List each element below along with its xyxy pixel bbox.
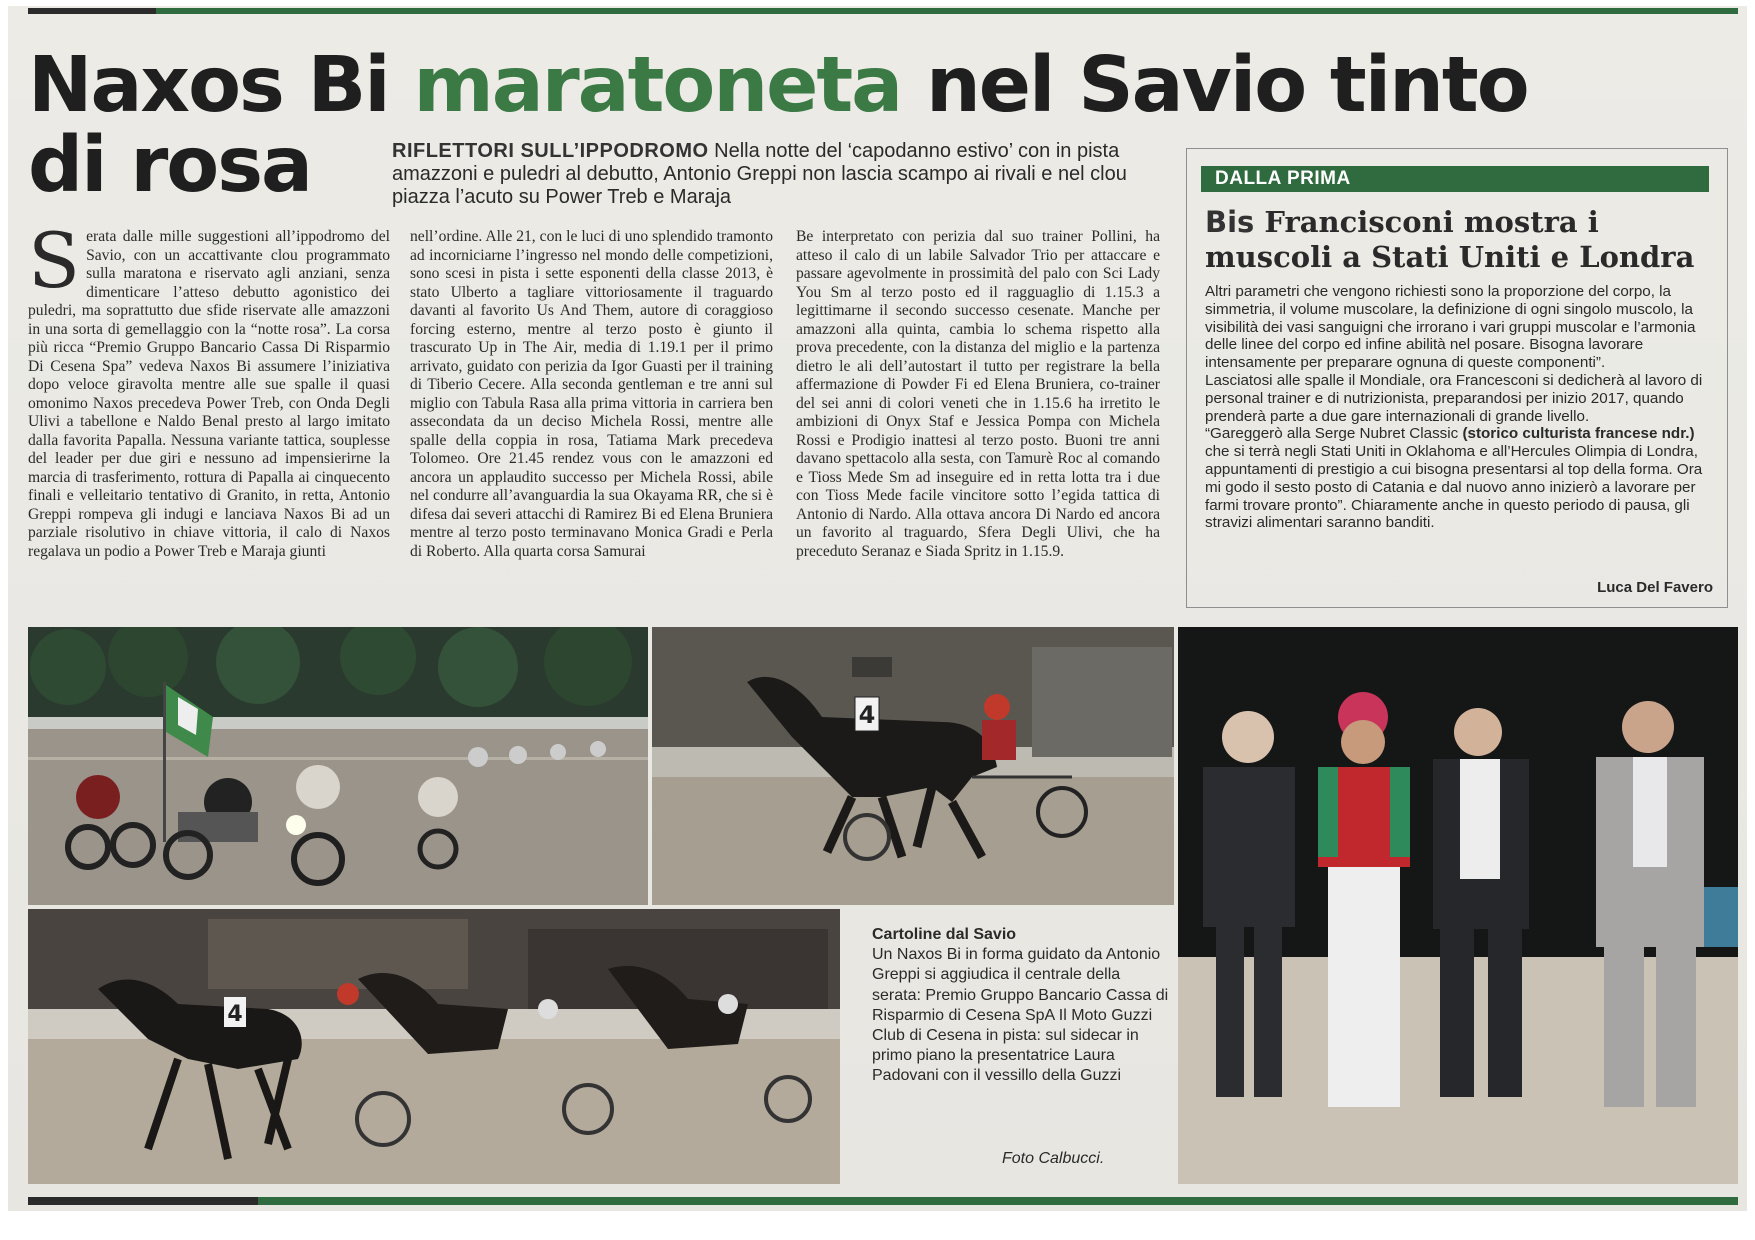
article-column-1 (28, 216, 390, 561)
drop-cap: S (28, 216, 81, 305)
caption-text: Un Naxos Bi in forma guidato da Antonio Greppi si aggiudica il centrale della serata: Premio Gruppo Bancario Cassa di Risparmio di Cesena SpA Il Moto Guzzi Club di Cesena in pista: sul sidecar in primo piano la presentatrice Laura Padovani con il vessillo della Guzzi (872, 946, 1169, 1085)
sidebar-box (1186, 148, 1728, 608)
saddle-cloth-number: 4 (858, 701, 876, 729)
article-column-1-text: erata dalle mille suggestioni all’ippodromo del Savio, con un accattivante clou programmato sulla maratona e riservato agli anziani, senza dimenticare l’atteso debutto agonistico dei puledri, ma soprattutto due sfide riservate alle amazzoni in una sorta di gemellaggio con la “notte rosa”. La corsa più ricca “Premio Gruppo Bancario Cassa Di Risparmio Di Cesena Spa” vedeva Naxos Bi assumere l’iniziativa dopo veloce giravolta mentre alle sue spalle il quasi omonimo Naxos precedeva Power Treb, con Onda Degli Ulivi a tabellone e Naldo Benal presto al largo imitato dalla favorita Papalla. Nessuna variante tattica, souplesse del leader per due giri e nessuno ad impensierirne la marcia di trasferimento, rottura di Papalla ai cinquecento finali e velleitario tentativo di Granito, in retta, Antonio Greppi rompeva gli indugi e lanciava Naxos Bi ad un parziale risolutivo in chiave vittoria, il calo di Naxos regalava un podio a Power Treb e Maraja giunti (28, 228, 390, 560)
headline-part1: Naxos Bi (28, 41, 414, 130)
sidebar-paragraph-part: “Gareggerò alla Serge Nubret Classic (1205, 425, 1463, 443)
saddle-cloth-number: 4 (227, 1002, 243, 1027)
sidebar-label: DALLA PRIMA (1201, 166, 1709, 192)
photo-horse-number-four (652, 627, 1174, 905)
sidebar-paragraph-part: che si terrà negli Stati Uniti in Oklahoma e all’Hercules Olimpia di Londra, appuntamenti di prestigio a cui bisogna presentarsi al top della forma. Ora mi godo il sesto posto di Catania e dal nuovo anno inizierò a lavorare per farmi trovare pronto”. Chiaramente anche in questo periodo di pausa, gli stravizi alimentari saranno banditi. (1205, 443, 1703, 532)
photo-race-finish (28, 909, 840, 1184)
bottom-rule (28, 1197, 1738, 1205)
photo-motorcycle-parade (28, 627, 648, 905)
deck-kicker: RIFLETTORI SULL’IPPODROMO (392, 140, 709, 162)
headline-line2: di rosa (28, 121, 311, 210)
photo-prize-ceremony (1178, 627, 1738, 1184)
photo-credit: Foto Calbucci. (1002, 1150, 1105, 1167)
sidebar-paragraph: Altri parametri che vengono richiesti sono la proporzione del corpo, la simmetria, il volume muscolare, la definizione di ogni singolo muscolo, la visibilità dei vasi sanguigni che irrorano i vari gruppi muscolar e l’armonia delle linee del corpo ed infine abilità nel posare. Bisogna lavorare intensamente per preparare ognuna di queste componenti”. (1205, 283, 1696, 372)
caption-title: Cartoline dal Savio (872, 926, 1017, 943)
sidebar-paragraph-bold: (storico culturista francese ndr.) (1462, 425, 1695, 443)
article-column-3: Be interpretato con perizia dal suo trainer Pollini, ha atteso il calo di un labile Salvador Trio per attaccare e passare agevolmente in prossimità del palo con Sci Lady You Sm al terzo posto ed il ragguaglio di 1.15.3 a legittimarne il secondo successo cesenate. Manche per amazzoni alla quinta, cambia lo schema rispetto alla prova precedente, con la distanza del miglio e la partenza dietro le ali dell’autostart il tutto per registrare la bella affermazione di Powder Fi ed Elena Bruniera, co-trainer del sei anni di colori veneti che in 1.15.6 ha irretito le ambizioni di Onyx Staf e Jessica Pompa con Michela Rossi e Prodigio inattesi al terzo posto. Buoni tre anni davano spettacolo alla sesta, con Tamurè Roc al comando e Tioss Mede Sm ad inseguire ed in retta lotta tra i due con Tioss Mede facile vincitore sotto l’egida tattica di Antonio di Nardo. Alla ottava ancora Di Nardo ed ancora un favorito al traguardo, Sfera Degli Ulivi, che ha preceduto Seranaz e Siada Spritz in 1.15.9. (796, 228, 1160, 560)
byline: Luca Del Favero (1597, 579, 1713, 596)
article-column-2: nell’ordine. Alle 21, con le luci di uno splendido tramonto ad incorniciarne l’ingresso nel mondo delle competizioni, sono scesi in pista i sette esponenti della classe 2013, è stato Ulberto a tagliare vittoriosamente il traguardo davanti al favorito Us And Them, autore di coraggioso forcing esterno, mentre al terzo posto è giunto il trascurato Up in The Air, media di 1.19.1 per il primo arrivato, guidato con perizia da Igor Guasti per il training di Tiberio Cecere. Alla seconda gentleman e tre anni sul miglio con Tabula Rasa alla prima vittoria in carriera ben assecondata da un deciso Michela Rossi, mentre alle spalle della coppia in rosa, Tatiama Mark precedeva Tolomeo. Ore 21.45 rendez vous con le amazzoni ed ancora un applaudito successo per Michela Rossi, abile nel condurre all’avanguardia la sua Okayama RR, che si è difesa dai severi attacchi di Ramirez Bi ed Elena Bruniera mentre al terzo posto terminavano Monica Gradi e Perla di Roberto. Alla quarta corsa Samurai (410, 228, 773, 560)
photo-caption (872, 925, 1172, 1087)
top-rule-dark-segment (28, 8, 156, 14)
top-rule (28, 8, 1738, 14)
sidebar-title-lead: Bis (1205, 205, 1255, 239)
sidebar-body (1205, 283, 1713, 532)
sidebar-paragraph (1205, 425, 1713, 532)
sidebar-paragraph: Lasciatosi alle spalle il Mondiale, ora Francesconi si dedicherà al lavoro di personal trainer e di nutrizionista, preparandosi per inizio 2017, quando prenderà parte a due gare internazionali di grande livello. (1205, 371, 1703, 425)
sidebar-title-text: Francisconi mostra i muscoli a Stati Uniti e Londra (1205, 205, 1695, 274)
headline-part2: nel Savio tinto (901, 41, 1528, 130)
headline-highlight: maratoneta (413, 41, 902, 130)
deck-text: Nella notte del ‘capodanno estivo’ con in pista amazzoni e puledri al debutto, Antonio Greppi non lascia scampo ai rivali e nel clou piazza l’acuto su Power Treb e Maraja (392, 140, 1127, 208)
deck (392, 140, 1162, 209)
sidebar-title (1205, 205, 1715, 275)
bottom-rule-dark-segment (28, 1197, 258, 1205)
